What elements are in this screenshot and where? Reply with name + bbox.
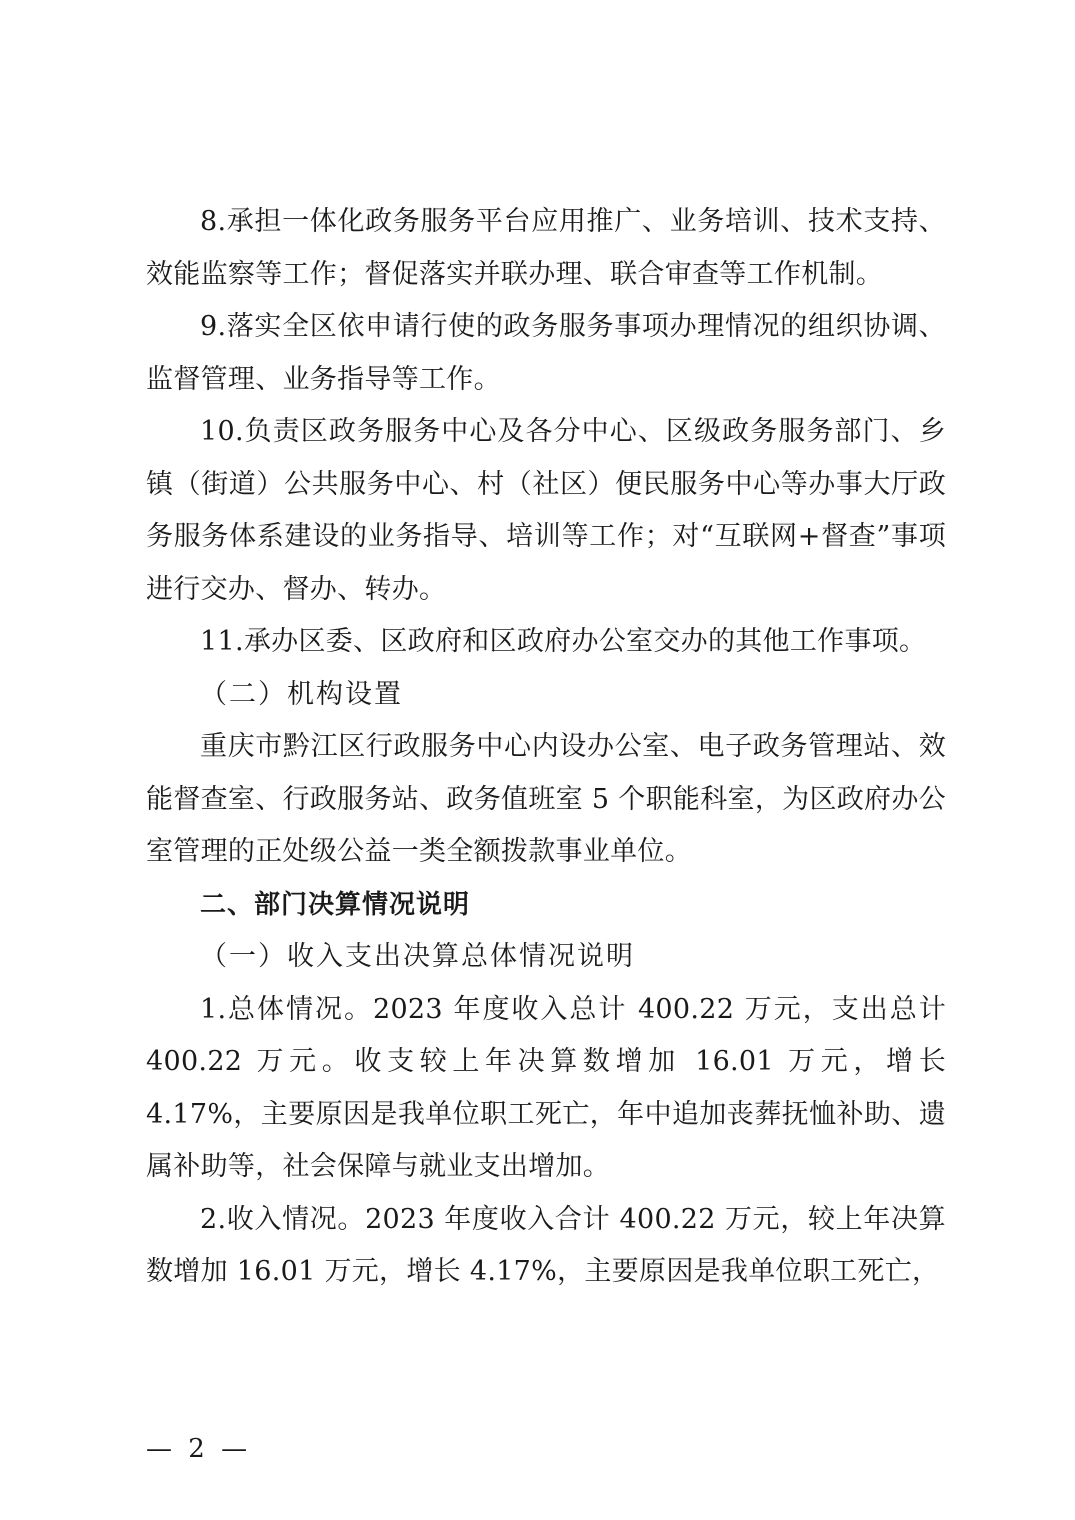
document-body xyxy=(146,196,946,1299)
paragraph-item-10: 10.负责区政务服务中心及各分中心、区级政务服务部门、乡镇（街道）公共服务中心、村（社区）便民服务中心等办事大厅政务服务体系建设的业务指导、培训等工作；对“互联网+督查”事项进行交办、督办、转办。 xyxy=(146,416,946,605)
heading-section-final-accounts: 二、部门决算情况说明 xyxy=(200,889,471,920)
paragraph-income-situation: 2.收入情况。2023 年度收入合计 400.22 万元，较上年决算数增加 16.01 万元，增长 4.17%，主要原因是我单位职工死亡， xyxy=(146,1203,946,1287)
page-number: — 2 — xyxy=(146,1434,252,1464)
paragraph-item-9: 9.落实全区依申请行使的政务服务事项办理情况的组织协调、监督管理、业务指导等工作。 xyxy=(146,311,946,395)
heading-organization-setup: （二）机构设置 xyxy=(200,678,403,710)
paragraph-item-11: 11.承办区委、区政府和区政府办公室交办的其他工作事项。 xyxy=(200,626,927,657)
paragraph-organization-setup: 重庆市黔江区行政服务中心内设办公室、电子政务管理站、效能督查室、行政服务站、政务值班室 5 个职能科室，为区政府办公室管理的正处级公益一类全额拨款事业单位。 xyxy=(146,731,946,867)
paragraph-item-8: 8.承担一体化政务服务平台应用推广、业务培训、技术支持、效能监察等工作；督促落实并联办理、联合审查等工作机制。 xyxy=(146,206,946,290)
paragraph-overall-situation: 1.总体情况。2023 年度收入总计 400.22 万元，支出总计 400.22 万元。收支较上年决算数增加 16.01 万元，增长 4.17%，主要原因是我单位职工死亡，年中追加丧葬抚恤补助、遗属补助等，社会保障与就业支出增加。 xyxy=(146,993,946,1182)
heading-income-expenditure-overview: （一）收入支出决算总体情况说明 xyxy=(200,941,635,972)
